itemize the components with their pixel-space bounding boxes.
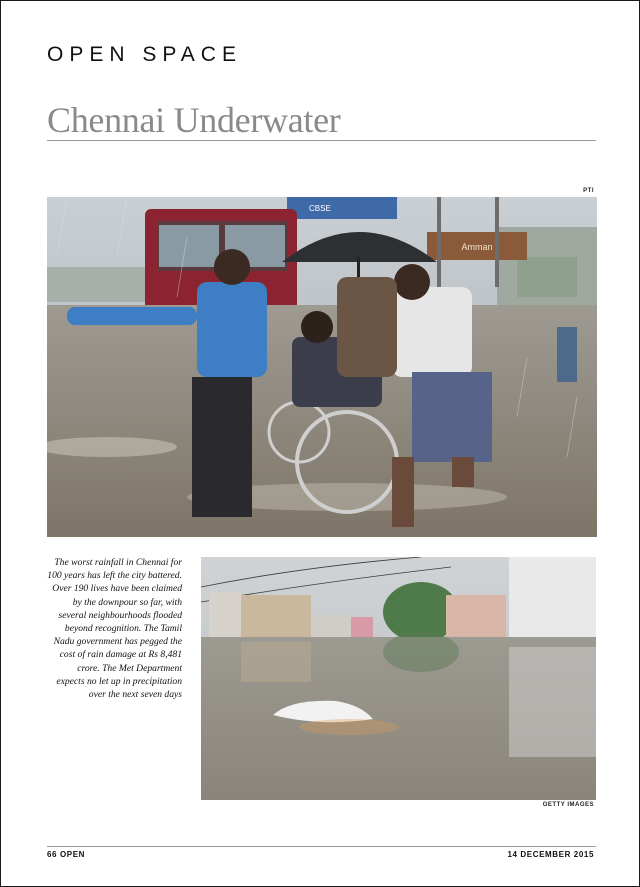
issue-date: 14 DECEMBER 2015 xyxy=(507,850,594,859)
title-divider xyxy=(47,140,596,141)
page-number: 66 xyxy=(47,850,58,859)
billboard-text: CBSE xyxy=(309,204,331,213)
main-photo-flooded-street xyxy=(47,197,597,537)
footer-page-info xyxy=(47,850,85,859)
second-photo-submerged-car xyxy=(201,557,596,800)
shop-sign-text: Amman xyxy=(461,242,493,252)
billboard xyxy=(287,197,397,219)
man-white-shirt xyxy=(392,287,472,377)
main-photo-illustration xyxy=(47,197,597,537)
man-blue-shirt xyxy=(197,282,267,377)
magazine-name: OPEN xyxy=(59,850,86,859)
photo-caption: The worst rainfall in Chennai for 100 years has left the city battered. Over 190 lives have been claimed by the downpour so far, with several neighbourhoods flooded beyond recognition. The Tamil Nadu government has pegged the cost of rain damage at Rs 8,481 crore. The Met Department expects no let up in precipitation over the next seven days xyxy=(47,557,182,701)
second-photo-illustration xyxy=(201,557,596,800)
page-title: Chennai Underwater xyxy=(47,100,341,140)
footer-divider xyxy=(47,846,596,847)
section-label: OPEN SPACE xyxy=(47,43,242,66)
photo-credit-second: GETTY IMAGES xyxy=(542,802,594,808)
photo-credit-main: PTI xyxy=(583,188,594,194)
